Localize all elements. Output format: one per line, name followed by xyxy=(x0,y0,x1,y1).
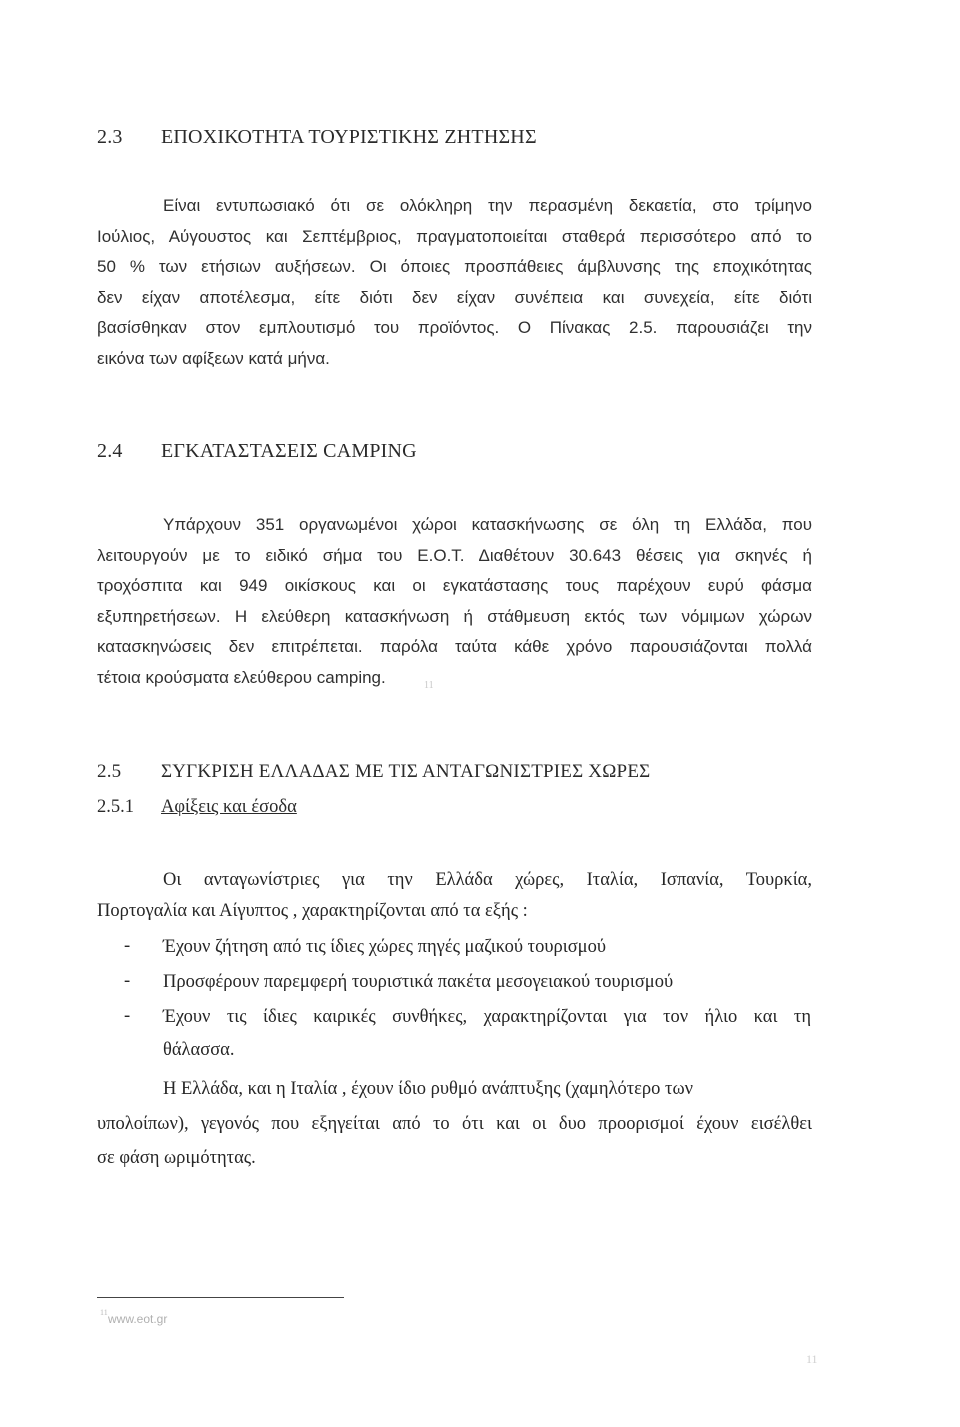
footnote-mark: 11 xyxy=(100,1308,108,1317)
text-line: θάλασσα. xyxy=(163,1040,235,1060)
text-line: δεν είχαν αποτέλεσμα, είτε διότι δεν είχαν συνέπεια και συνεχεία, είτε διότι xyxy=(97,287,812,307)
section-heading-2-4 xyxy=(97,440,417,462)
paragraph-greece-italy xyxy=(97,1074,812,1174)
section-number: 2.3 xyxy=(97,126,123,148)
text-line: εικόνα των αφίξεων κατά μήνα. xyxy=(97,348,330,368)
text-line: λειτουργούν με το ειδικό σήμα του Ε.Ο.Τ. Διαθέτουν 30.643 θέσεις για σκηνές ή xyxy=(97,545,812,565)
bullet-text: Έχουν ζήτηση από τις ίδιες χώρες πηγές μαζικού τουρισμού xyxy=(163,937,606,957)
text-line: τροχόσπιτα και 949 οικίσκους και οι εγκατάστασης τους παρέχουν ευρύ φάσμα xyxy=(97,576,812,595)
text-line: Οι ανταγωνίστριες για την Ελλάδα χώρες, Ιταλία, Ισπανία, Τουρκία, xyxy=(163,870,812,890)
paragraph-competitors-intro xyxy=(97,865,812,926)
subsection-number: 2.5.1 xyxy=(97,797,134,817)
text-line: Πορτογαλία και Αίγυπτος , χαρακτηρίζονται από τα εξής : xyxy=(97,900,528,921)
subsection-title: Αφίξεις και έσοδα xyxy=(161,797,297,817)
text-line: τέτοια κρούσματα ελεύθερου camping. xyxy=(97,667,386,687)
bullet-text: Προσφέρουν παρεμφερή τουριστικά πακέτα μεσογειακού τουρισμού xyxy=(163,972,674,992)
bullet-text xyxy=(163,1002,811,1066)
section-heading-2-3 xyxy=(97,126,537,148)
text-line: υπολοίπων), γεγονός που εξηγείται από το ότι και οι δυο προορισμοί έχουν εισέλθει xyxy=(97,1113,812,1134)
text-line: Είναι εντυπωσιακό ότι σε ολόκληρη την περασμένη δεκαετία, στο τρίμηνο xyxy=(163,196,812,215)
bullet-dash: - xyxy=(124,971,131,991)
text-line: βασίσθηκαν στον εμπλουτισμό του προϊόντος. Ο Πίνακας 2.5. παρουσιάζει την xyxy=(97,318,812,337)
text-line: 50 % των ετήσιων αυξήσεων. Οι όποιες προσπάθειες άμβλυνσης της εποχικότητας xyxy=(97,257,812,276)
paragraph-seasonality xyxy=(97,191,812,374)
section-number: 2.4 xyxy=(97,440,123,462)
footnote-text: www.eot.gr xyxy=(108,1312,168,1326)
text-line: Έχουν τις ίδιες καιρικές συνθήκες, χαρακτηρίζονται για τον ήλιο και τη xyxy=(163,1007,811,1027)
text-line: κατασκηνώσεις δεν επιτρέπεται. παρόλα ταύτα κάθε χρόνο παρουσιάζονται πολλά xyxy=(97,637,812,656)
section-title: ΕΠΟΧΙΚΟΤΗΤΑ ΤΟΥΡΙΣΤΙΚΗΣ ΖΗΤΗΣΗΣ xyxy=(161,126,537,148)
paragraph-camping xyxy=(97,510,812,693)
page-number: 11 xyxy=(806,1352,818,1366)
section-title: ΕΓΚΑΤΑΣΤΑΣΕΙΣ CAMPING xyxy=(161,440,417,462)
section-number: 2.5 xyxy=(97,761,122,782)
text-line: σε φάση ωριμότητας. xyxy=(97,1148,256,1168)
text-line: εξυπηρετήσεων. Η ελεύθερη κατασκήνωση ή στάθμευση εκτός των νόμιμων χώρων xyxy=(97,606,812,626)
section-heading-2-5 xyxy=(97,761,651,782)
text-line: Υπάρχουν 351 οργανωμένοι χώροι κατασκήνωσης σε όλη τη Ελλάδα, που xyxy=(163,515,812,534)
footnote-reference: 11 xyxy=(424,680,434,691)
footnote-rule xyxy=(97,1297,344,1298)
bullet-dash: - xyxy=(124,1006,131,1026)
section-title: ΣΥΓΚΡΙΣΗ ΕΛΛΑΔΑΣ ΜΕ ΤΙΣ ΑΝΤΑΓΩΝΙΣΤΡΙΕΣ ΧΩΡΕΣ xyxy=(161,761,651,782)
text-line: Ιούλιος, Αύγουστος και Σεπτέμβριος, πραγματοποιείται σταθερά περισσότερο από το xyxy=(97,226,812,246)
bullet-dash: - xyxy=(124,936,131,956)
text-line: Η Ελλάδα, και η Ιταλία , έχουν ίδιο ρυθμό ανάπτυξης (χαμηλότερο των xyxy=(163,1079,694,1099)
